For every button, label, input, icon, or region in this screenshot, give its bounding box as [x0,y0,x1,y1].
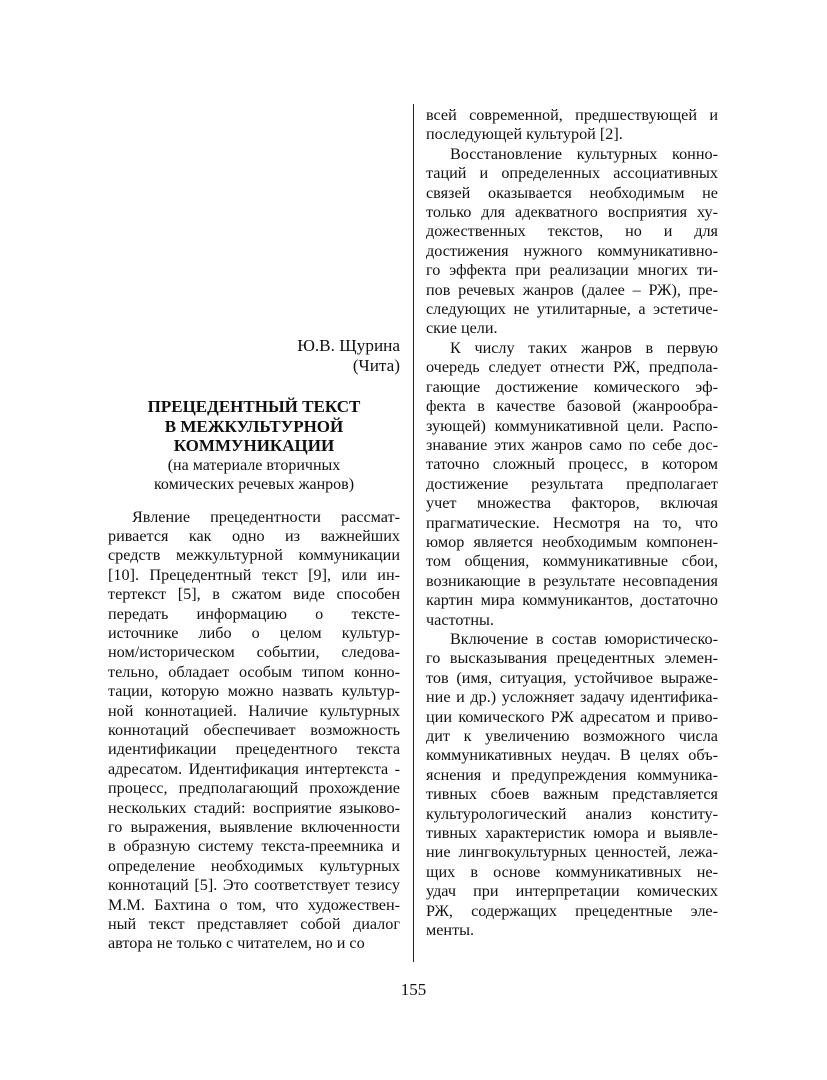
text-line: в образную систему текста-преемника и [108,837,400,856]
text-line: передать информацию о тексте- [108,604,400,623]
text-line: очередь следует отнести РЖ, предпола- [426,358,718,377]
text-line: го эффекта при реализации многих ти- [426,261,718,280]
text-line: ции комического РЖ адресатом и приво- [426,707,718,726]
text-line: процесс, предполагающий прохождение [108,779,400,798]
text-line: картин мира коммуникантов, достаточно [426,591,718,610]
right-column [426,106,718,940]
text-line: дит к увеличению возможного числа [426,727,718,745]
text-line: ские цели. [426,319,498,338]
text-line: только для адекватного восприятия ху- [426,203,718,222]
text-line: ние и др.) усложняет задачу идентифика- [426,688,718,707]
text-line: прагматические. Несмотря на то, что [426,513,718,532]
text-line: достижения нужного коммуникативно- [426,241,718,260]
text-line: удач при интерпретации комических [426,882,718,901]
text-line: средств межкультурной коммуникации [108,546,400,565]
title-line: КОММУНИКАЦИИ [173,436,335,455]
text-line: коннотаций [5]. Это соответствует тезису [108,876,400,895]
article-title [108,397,400,456]
text-line: возникающие в результате несовпадения [426,571,718,590]
text-line: таций и определенных ассоциативных [426,164,718,183]
text-line: зующей) коммуникативной цели. Распо- [426,416,718,435]
right-column-body [426,106,718,940]
text-line: Явление прецедентности рассмат- [132,507,400,526]
text-line: ной коннотацией. Наличие культурных [108,701,400,720]
title-line: ПРЕЦЕДЕНТНЫЙ ТЕКСТ [147,397,361,416]
text-line: учет множества факторов, включая [426,494,718,513]
text-line: связей оказывается необходимым не [426,183,718,202]
text-line: дожественных текстов, но и для [426,222,718,241]
text-line: [10]. Прецедентный текст [9], или ин- [108,565,400,584]
text-line: культурологический анализ конститу- [426,804,718,823]
text-line: последующей культурой [2]. [426,125,623,144]
title-line: В МЕЖКУЛЬТУРНОЙ [164,416,344,436]
text-line: гающие достижение комического эф- [426,377,718,396]
text-line: ный текст представляет собой диалог [108,915,400,934]
text-line: том общения, коммуникативные сбои, [426,552,718,571]
text-line: тертекст [5], в сжатом виде способен [108,585,400,604]
text-line: тивных сбоев важным представляется [426,785,718,804]
text-line: тов (имя, ситуация, устойчивое выраже- [426,668,718,687]
text-line: тивных характеристик юмора и выявле- [426,824,718,843]
column-divider [413,104,414,962]
text-line: ном/историческом событии, следова- [108,643,400,662]
text-line: определение необходимых культурных [108,856,400,875]
text-line: яснения и предупреждения коммуника- [426,765,718,784]
left-column-body [108,508,400,954]
text-line: частотны. [426,610,494,629]
text-line: менты. [426,921,475,940]
author-city: (Чита) [352,356,400,375]
text-line: тации, которую можно назвать культур- [108,682,400,701]
text-line: следующих не утилитарные, а эстетиче- [426,300,718,319]
text-line: пов речевых жанров (далее – РЖ), пре- [426,280,718,299]
text-line: Восстановление культурных конно- [450,144,718,163]
text-line: всей современной, предшествующей и [426,106,718,124]
text-line: коннотаций обеспечивает возможность [108,720,400,739]
text-line: ривается как одно из важнейших [108,526,400,545]
subtitle-line: (на материале вторичных [167,456,341,474]
text-line: автора не только с читателем, но и со [108,934,365,953]
author-name: Ю.В. Щурина [297,336,400,355]
text-line: достижение результата предполагает [426,474,718,493]
text-line: знавание этих жанров само по себе дос- [426,435,718,454]
text-line: источнике либо о целом культур- [108,623,400,642]
text-line: фекта в качестве базовой (жанрообра- [426,397,718,416]
subtitle-line: комических речевых жанров) [153,475,355,493]
text-line: таточно сложный процесс, в котором [426,455,718,474]
left-column [108,336,400,954]
page-number: 155 [400,980,427,999]
text-line: юмор является необходимым компонен- [426,532,718,551]
text-line: коммуникативных неудач. В целях объ- [426,746,718,765]
article-subtitle [108,456,400,494]
text-line: Включение в состав юмористическо- [450,629,718,648]
text-line: РЖ, содержащих прецедентные эле- [426,901,718,920]
text-line: тельно, обладает особым типом конно- [108,662,400,681]
text-line: щих в основе коммуникативных не- [426,862,718,881]
text-line: К числу таких жанров в первую [450,338,718,357]
text-line: М.М. Бахтина о том, что художествен- [108,895,400,914]
text-line: ние лингвокультурных ценностей, лежа- [426,843,718,862]
text-line: го высказывания прецедентных элемен- [426,649,718,668]
text-line: го выражения, выявление включенности [108,818,400,836]
text-line: адресатом. Идентификация интертекста - [108,759,400,778]
text-line: нескольких стадий: восприятие языково- [108,798,400,817]
text-line: идентификации прецедентного текста [108,740,400,759]
